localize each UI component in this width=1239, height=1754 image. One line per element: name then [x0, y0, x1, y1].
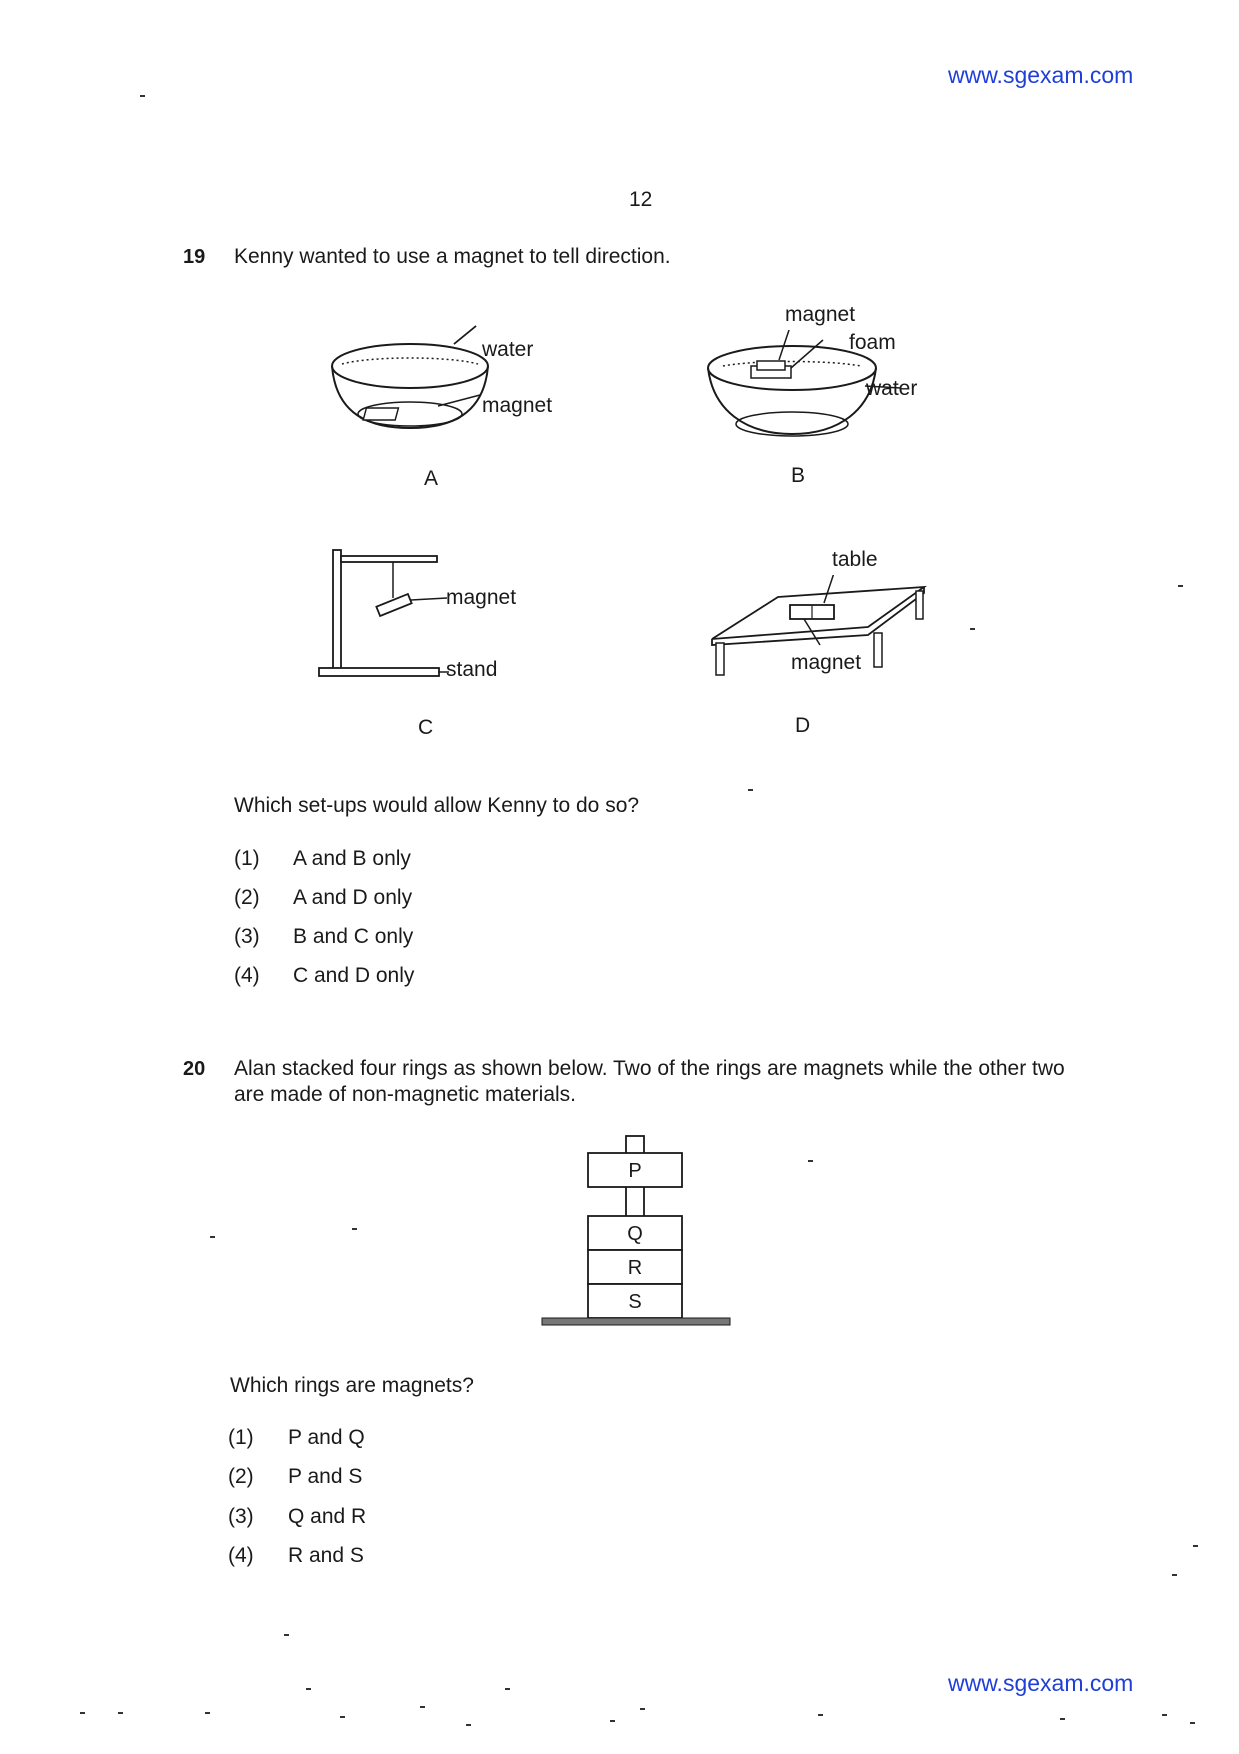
setup-c-magnet-label: magnet	[446, 586, 517, 609]
magnet-shape	[376, 594, 411, 616]
q20-option-3-text[interactable]: Q and R	[288, 1505, 367, 1528]
page-number: 12	[629, 188, 653, 211]
scan-speck	[505, 1688, 510, 1690]
q19-option-2-number[interactable]: (2)	[234, 886, 260, 909]
footer-site-link[interactable]: www.sgexam.com	[948, 1670, 1134, 1696]
scan-speck	[284, 1634, 289, 1636]
magnet-pointer	[411, 598, 447, 600]
setup-b-water-label: water	[866, 377, 918, 400]
magnet-shape	[757, 361, 785, 370]
scan-speck	[1190, 1722, 1195, 1724]
scan-speck	[1060, 1718, 1065, 1720]
question-20-text-line1: Alan stacked four rings as shown below. Two of the rings are magnets while the other two	[234, 1057, 1065, 1080]
setup-d-magnet-label: magnet	[791, 651, 862, 674]
setup-b-magnet-label: magnet	[785, 303, 856, 326]
q20-option-4-text[interactable]: R and S	[288, 1544, 364, 1567]
scan-speck	[1162, 1714, 1167, 1716]
scan-speck	[140, 95, 145, 97]
question-19-prompt: Which set-ups would allow Kenny to do so?	[234, 794, 640, 817]
foam-pointer	[791, 340, 823, 368]
scan-speck	[808, 1160, 813, 1162]
table-leg	[916, 591, 923, 619]
scan-speck	[1178, 585, 1183, 587]
setup-a-magnet-label: magnet	[482, 394, 553, 417]
scan-speck	[118, 1712, 123, 1714]
magnet-shape	[363, 408, 398, 420]
q19-option-1-number[interactable]: (1)	[234, 847, 260, 870]
stand-base	[319, 668, 439, 676]
q20-option-1-number[interactable]: (1)	[228, 1426, 254, 1449]
setup-d-table-label: table	[832, 548, 878, 571]
setup-a-diagram	[330, 320, 570, 450]
ring-p-label: P	[628, 1160, 642, 1182]
setup-c-diagram	[315, 548, 455, 688]
scan-speck	[748, 789, 753, 791]
scan-speck	[340, 1716, 345, 1718]
q20-option-3-number[interactable]: (3)	[228, 1505, 254, 1528]
q19-option-1-text[interactable]: A and B only	[293, 847, 411, 870]
ring-s-label: S	[628, 1291, 642, 1313]
q20-option-1-text[interactable]: P and Q	[288, 1426, 365, 1449]
setup-d-caption: D	[795, 714, 811, 737]
scan-speck	[210, 1236, 215, 1238]
water-surface	[342, 358, 478, 364]
setup-b-caption: B	[791, 464, 806, 487]
bowl-rim	[332, 344, 488, 388]
q19-option-4-text[interactable]: C and D only	[293, 964, 415, 987]
table-leg	[874, 633, 882, 667]
scan-speck	[352, 1228, 357, 1230]
scan-speck	[205, 1712, 210, 1714]
header-site-link[interactable]: www.sgexam.com	[948, 62, 1134, 88]
bowl-bottom	[736, 412, 848, 436]
setup-b-diagram	[705, 330, 965, 450]
table-leg	[716, 643, 724, 675]
stand-pole	[333, 550, 341, 674]
scan-speck	[818, 1714, 823, 1716]
ring-q-label: Q	[627, 1223, 643, 1245]
scan-speck	[640, 1708, 645, 1710]
setup-b-foam-label: foam	[849, 331, 896, 354]
setup-a-water-label: water	[482, 338, 534, 361]
question-20-number: 20	[183, 1058, 206, 1080]
scan-speck	[80, 1712, 85, 1714]
setup-c-caption: C	[418, 716, 434, 739]
scan-speck	[466, 1724, 471, 1726]
q19-option-3-number[interactable]: (3)	[234, 925, 260, 948]
scan-speck	[970, 628, 975, 630]
q19-option-2-text[interactable]: A and D only	[293, 886, 413, 909]
ground-base	[542, 1318, 730, 1325]
scan-speck	[1193, 1545, 1198, 1547]
q20-option-4-number[interactable]: (4)	[228, 1544, 254, 1567]
q20-option-2-text[interactable]: P and S	[288, 1465, 363, 1488]
question-20-text-line2: are made of non-magnetic materials.	[234, 1083, 576, 1106]
bowl-body	[332, 366, 488, 428]
question-20-prompt: Which rings are magnets?	[230, 1374, 474, 1397]
bowl-body	[708, 368, 876, 434]
ring-stack-diagram	[538, 1132, 734, 1330]
q19-option-4-number[interactable]: (4)	[234, 964, 260, 987]
ring-r-label: R	[627, 1257, 643, 1279]
magnet-pointer	[779, 330, 791, 360]
scan-speck	[610, 1720, 615, 1722]
question-19-number: 19	[183, 246, 206, 268]
question-19-text: Kenny wanted to use a magnet to tell direction.	[234, 245, 671, 268]
stand-arm	[341, 556, 437, 562]
scan-speck	[420, 1706, 425, 1708]
q19-option-3-text[interactable]: B and C only	[293, 925, 414, 948]
water-surface	[723, 362, 861, 367]
setup-a-caption: A	[424, 467, 439, 490]
setup-c-stand-label: stand	[446, 658, 498, 681]
q20-option-2-number[interactable]: (2)	[228, 1465, 254, 1488]
scan-speck	[1172, 1574, 1177, 1576]
scan-speck	[306, 1688, 311, 1690]
